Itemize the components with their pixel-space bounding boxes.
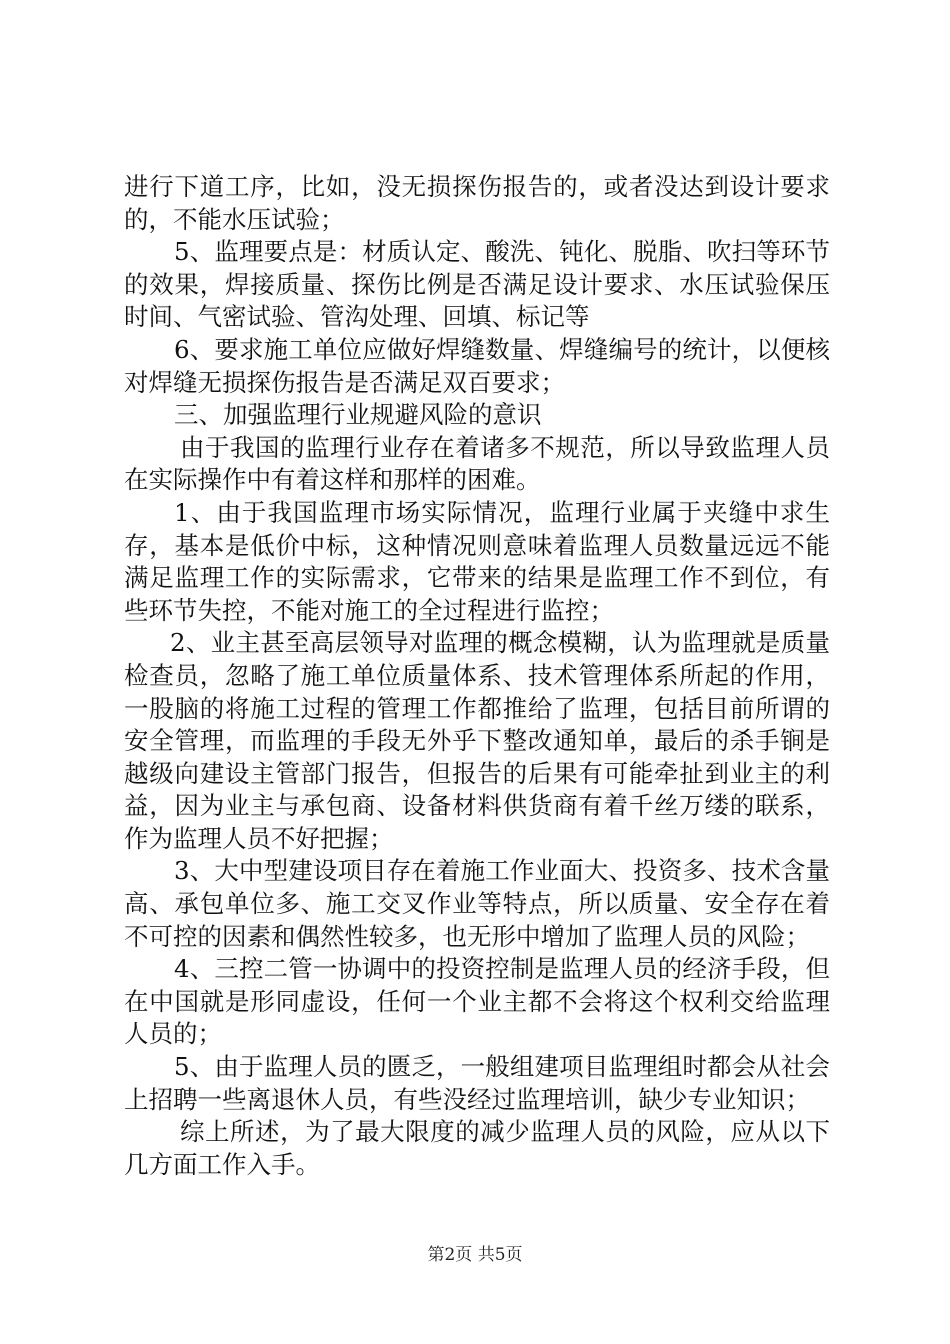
paragraph-conclusion: 综上所述，为了最大限度的减少监理人员的风险，应从以下几方面工作入手。 bbox=[124, 1117, 830, 1179]
document-body bbox=[124, 171, 830, 1181]
paragraph-point-5: 5、监理要点是：材质认定、酸洗、钝化、脱脂、吹扫等环节的效果，焊接质量、探伤比例是否满足设计要求、水压试验保压时间、气密试验、管沟处理、回填、标记等 bbox=[124, 237, 830, 332]
paragraph-risk-4: 4、三控二管一协调中的投资控制是监理人员的经济手段，但在中国就是形同虚设，任何一个业主都不会将这个权利交给监理人员的； bbox=[124, 954, 830, 1049]
page-number-footer: 第2页 共5页 bbox=[427, 1245, 523, 1265]
paragraph-continuation: 进行下道工序，比如，没无损探伤报告的，或者没达到设计要求的，不能水压试验； bbox=[124, 172, 830, 234]
paragraph-risk-3: 3、大中型建设项目存在着施工作业面大、投资多、技术含量高、承包单位多、施工交叉作业等特点，所以质量、安全存在着不可控的因素和偶然性较多，也无形中增加了监理人员的风险； bbox=[124, 856, 830, 951]
paragraph-risk-2: 2、业主甚至高层领导对监理的概念模糊，认为监理就是质量检查员，忽略了施工单位质量体系、技术管理体系所起的作用，一股脑的将施工过程的管理工作都推给了监理，包括目前所谓的安全管理，而监理的手段无外乎下整改通知单，最后的杀手锏是越级向建设主管部门报告，但报告的后果有可能牵扯到业主的利益，因为业主与承包商、设备材料供货商有着千丝万缕的联系，作为监理人员不好把握； bbox=[124, 628, 830, 853]
paragraph-risk-5: 5、由于监理人员的匮乏，一般组建项目监理组时都会从社会上招聘一些离退休人员，有些没经过监理培训，缺少专业知识； bbox=[124, 1052, 830, 1114]
section-heading: 三、加强监理行业规避风险的意识 bbox=[174, 400, 542, 430]
paragraph-intro: 由于我国的监理行业存在着诸多不规范，所以导致监理人员在实际操作中有着这样和那样的困难。 bbox=[124, 432, 830, 495]
paragraph-point-6: 6、要求施工单位应做好焊缝数量、焊缝编号的统计，以便核对焊缝无损探伤报告是否满足双百要求； bbox=[124, 334, 830, 397]
paragraph-risk-1: 1、由于我国监理市场实际情况，监理行业属于夹缝中求生存，基本是低价中标，这种情况则意味着监理人员数量远远不能满足监理工作的实际需求，它带来的结果是监理工作不到位，有些环节失控，不能对施工的全过程进行监控； bbox=[124, 497, 830, 625]
